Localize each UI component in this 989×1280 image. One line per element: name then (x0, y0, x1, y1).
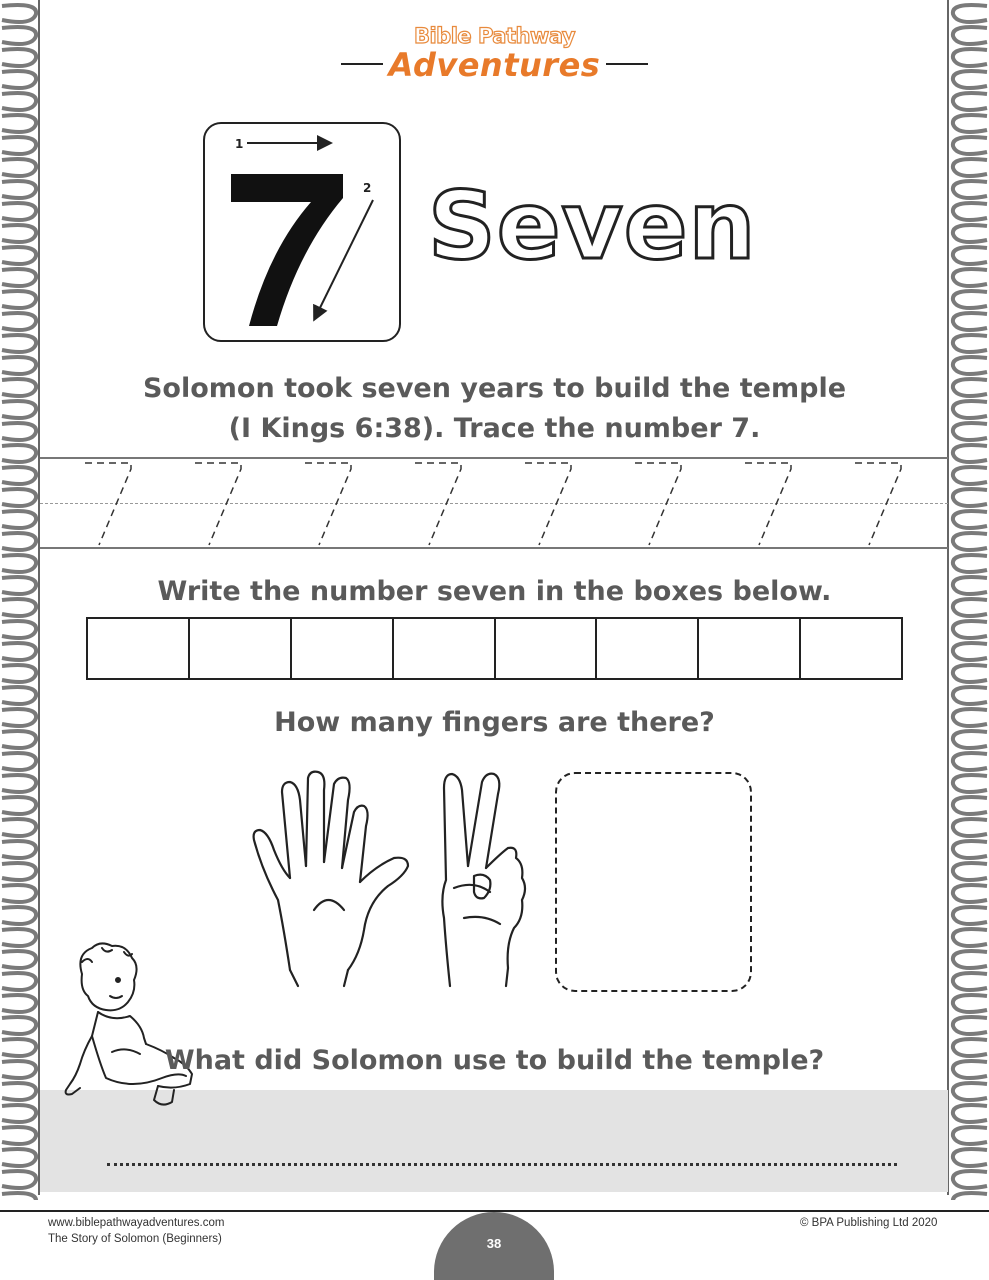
spiral-loop (2, 1127, 36, 1144)
spiral-loop (953, 291, 987, 308)
boy-illustration (62, 940, 202, 1120)
spiral-loop (953, 1083, 987, 1100)
spiral-loop (2, 313, 36, 330)
spiral-loop (953, 1193, 987, 1200)
spiral-loop (953, 621, 987, 638)
write-box[interactable] (496, 619, 598, 678)
spiral-loop (953, 995, 987, 1012)
spiral-loop (2, 511, 36, 528)
write-box[interactable] (190, 619, 292, 678)
write-instruction: Write the number seven in the boxes below. (157, 576, 832, 607)
spiral-loop (2, 467, 36, 484)
spiral-loop (953, 93, 987, 110)
trace-seven-guide[interactable] (525, 463, 571, 545)
spiral-loop (2, 533, 36, 550)
trace-sevens-row (40, 457, 948, 549)
digit-seven-shape (231, 174, 343, 326)
fingers-question: How many fingers are there? (274, 707, 715, 738)
write-box[interactable] (699, 619, 801, 678)
spiral-loop (2, 819, 36, 836)
stroke-2-label: 2 (362, 180, 371, 195)
logo-line-1: Bible Pathway (413, 24, 576, 48)
spiral-loop (2, 621, 36, 638)
temple-question: What did Solomon use to build the temple? (164, 1045, 825, 1076)
spiral-loop (953, 181, 987, 198)
spiral-loop (2, 225, 36, 242)
write-boxes-row (86, 617, 903, 680)
spiral-loop (953, 555, 987, 572)
spiral-loop (2, 137, 36, 154)
spiral-loop (953, 1149, 987, 1166)
spiral-loop (2, 335, 36, 352)
spiral-loop (2, 885, 36, 902)
spiral-loop (953, 1171, 987, 1188)
spiral-loop (2, 1193, 36, 1200)
spiral-loop (2, 115, 36, 132)
two-finger-hand-icon (434, 768, 534, 998)
spiral-loop (953, 511, 987, 528)
spiral-loop (2, 1017, 36, 1034)
spiral-loop (953, 313, 987, 330)
spiral-loop (2, 797, 36, 814)
trace-seven-guide[interactable] (745, 463, 791, 545)
spiral-loop (2, 687, 36, 704)
write-box[interactable] (292, 619, 394, 678)
spiral-loop (953, 841, 987, 858)
spiral-loop (2, 489, 36, 506)
spiral-loop (953, 335, 987, 352)
finger-count-answer-box[interactable] (555, 772, 752, 992)
open-hand-icon (248, 770, 418, 990)
spiral-loop (953, 269, 987, 286)
page-number: 38 (486, 1236, 502, 1251)
spiral-loop (953, 1105, 987, 1122)
write-box[interactable] (394, 619, 496, 678)
spiral-loop (953, 819, 987, 836)
spiral-loop (2, 291, 36, 308)
write-box[interactable] (801, 619, 901, 678)
write-box[interactable] (88, 619, 190, 678)
trace-seven-guide[interactable] (415, 463, 461, 545)
spiral-loop (953, 5, 987, 22)
spiral-loop (2, 753, 36, 770)
digit-seven-graphic (203, 122, 401, 342)
spiral-loop (953, 687, 987, 704)
spiral-loop (953, 533, 987, 550)
spiral-loop (953, 467, 987, 484)
spiral-loop (953, 137, 987, 154)
spiral-loop (2, 995, 36, 1012)
spiral-loop (2, 5, 36, 22)
spiral-loop (2, 247, 36, 264)
spiral-loop (953, 973, 987, 990)
spiral-loop (2, 841, 36, 858)
spiral-loop (2, 1083, 36, 1100)
number-word-outline: Seven (428, 172, 757, 281)
spiral-loop (2, 775, 36, 792)
spiral-loop (2, 159, 36, 176)
footer-website: www.biblepathwayadventures.com (48, 1217, 225, 1229)
spiral-loop (953, 489, 987, 506)
spiral-loop (953, 665, 987, 682)
spiral-loop (953, 863, 987, 880)
spiral-loop (953, 753, 987, 770)
spiral-loop (2, 1149, 36, 1166)
spiral-loop (953, 247, 987, 264)
spiral-loop (953, 885, 987, 902)
spiral-loop (953, 115, 987, 132)
brand-logo (0, 24, 989, 82)
temple-answer-line[interactable] (107, 1163, 897, 1166)
spiral-loop (2, 863, 36, 880)
spiral-loop (2, 1105, 36, 1122)
write-box[interactable] (597, 619, 699, 678)
spiral-loop (953, 203, 987, 220)
spiral-loop (2, 269, 36, 286)
spiral-loop (2, 1171, 36, 1188)
spiral-loop (953, 1017, 987, 1034)
footer-book-title: The Story of Solomon (Beginners) (48, 1233, 222, 1245)
spiral-loop (2, 929, 36, 946)
spiral-loop (2, 907, 36, 924)
trace-instruction-line-2: (I Kings 6:38). Trace the number 7. (228, 413, 761, 444)
spiral-loop (2, 555, 36, 572)
trace-seven-guide[interactable] (85, 463, 131, 545)
trace-instruction-line-1: Solomon took seven years to build the temple (142, 373, 847, 404)
spiral-loop (953, 797, 987, 814)
spiral-loop (2, 181, 36, 198)
logo-line-2: Adventures (388, 46, 601, 84)
spiral-loop (953, 643, 987, 660)
spiral-loop (2, 643, 36, 660)
spiral-loop (2, 973, 36, 990)
spiral-loop (953, 775, 987, 792)
spiral-loop (953, 929, 987, 946)
spiral-loop (953, 1127, 987, 1144)
trace-seven-guide[interactable] (855, 463, 901, 545)
number-tracing-tile (203, 122, 401, 342)
logo-dash-left (341, 63, 383, 65)
spiral-loop (2, 951, 36, 968)
spiral-loop (953, 159, 987, 176)
spiral-loop (2, 93, 36, 110)
trace-seven-guide[interactable] (305, 463, 351, 545)
logo-dash-right (606, 63, 648, 65)
trace-seven-guide[interactable] (635, 463, 681, 545)
trace-seven-guide[interactable] (195, 463, 241, 545)
spiral-loop (953, 225, 987, 242)
spiral-loop (953, 907, 987, 924)
stroke-1-label: 1 (234, 136, 243, 151)
footer-copyright: © BPA Publishing Ltd 2020 (800, 1217, 938, 1229)
spiral-loop (2, 665, 36, 682)
spiral-loop (953, 951, 987, 968)
spiral-loop (2, 203, 36, 220)
